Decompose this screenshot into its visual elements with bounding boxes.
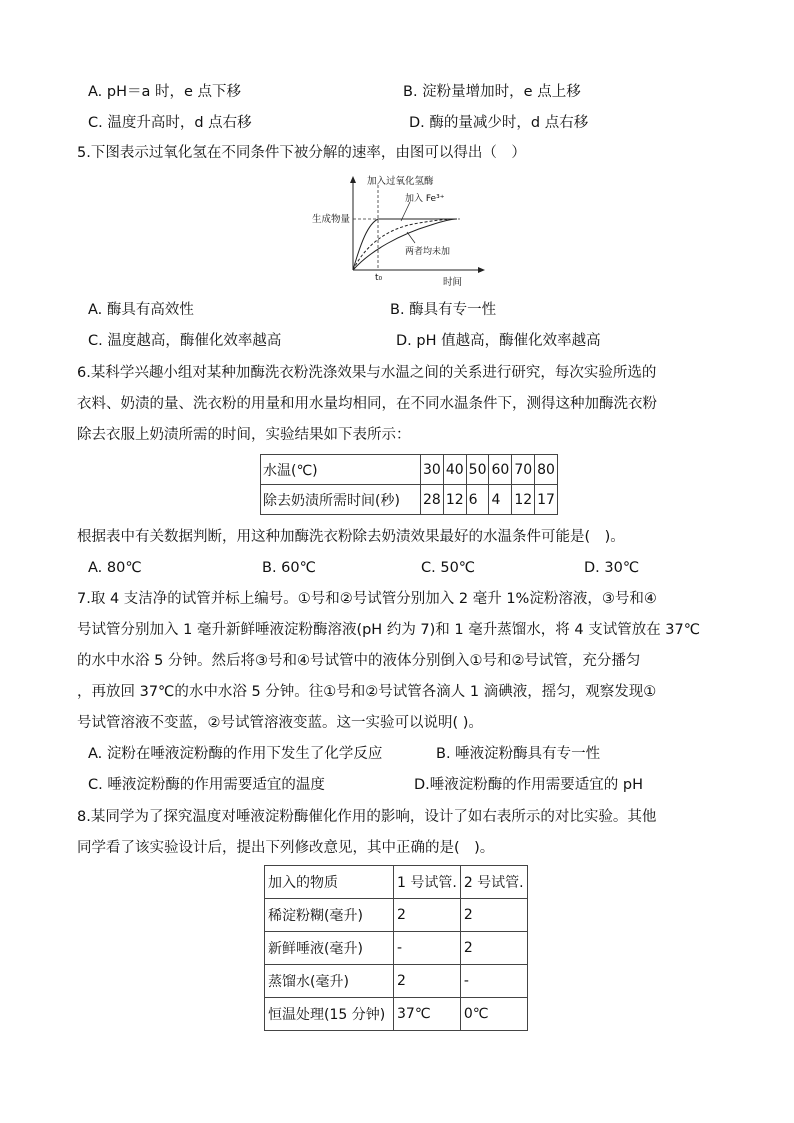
table-cell: 70 — [512, 455, 535, 485]
figure-xlabel: 时间 — [443, 277, 463, 288]
table-cell: - — [460, 965, 527, 998]
q8-experiment-table — [264, 865, 528, 1031]
q4-option-c: C. 温度升高时，d 点右移 — [88, 115, 252, 131]
q4-option-a: A. pH＝a 时，e 点下移 — [88, 84, 242, 100]
q7-option-a: A. 淀粉在唾液淀粉酶的作用下发生了化学反应 — [88, 746, 383, 762]
q7-option-b: B. 唾液淀粉酶具有专一性 — [436, 746, 601, 762]
table-row — [265, 899, 528, 932]
table-cell: 12 — [512, 485, 535, 515]
table-cell: 28 — [421, 485, 444, 515]
table-cell: 蒸馏水(毫升) — [265, 965, 394, 998]
table-cell: - — [394, 932, 461, 965]
figure-ylabel: 生成物量 — [312, 214, 351, 225]
q8-stem-line-2: 同学看了该实验设计后，提出下列修改意见，其中正确的是( )。 — [77, 840, 495, 856]
table-cell: 新鲜唾液(毫升) — [265, 932, 394, 965]
q7-stem-line-1: 7.取 4 支洁净的试管并标上编号。①号和②号试管分别加入 2 毫升 1%淀粉溶液，③号和④ — [77, 591, 657, 607]
q4-option-b: B. 淀粉量增加时，e 点上移 — [403, 84, 581, 100]
q6-stem-line-2: 衣料、奶渍的量、洗衣粉的用量和用水量均相同，在不同水温条件下，测得这种加酶洗衣粉 — [77, 396, 657, 412]
q5-figure — [305, 172, 495, 290]
table-cell: 2 — [394, 965, 461, 998]
q6-data-table — [260, 454, 558, 515]
q7-option-d: D.唾液淀粉酶的作用需要适宜的 pH — [414, 777, 643, 793]
table-cell: 2 — [460, 932, 527, 965]
table-cell: 4 — [489, 485, 512, 515]
table-cell: 除去奶渍所需时间(秒) — [261, 485, 421, 515]
table-row — [265, 965, 528, 998]
q5-stem: 5.下图表示过氧化氢在不同条件下被分解的速率，由图可以得出（ ） — [77, 145, 526, 161]
table-row — [261, 455, 558, 485]
figure-t0: t₀ — [375, 273, 383, 283]
table-row — [265, 932, 528, 965]
table-cell: 12 — [443, 485, 466, 515]
table-cell: 0℃ — [460, 998, 527, 1031]
q7-stem-line-2: 号试管分别加入 1 毫升新鲜唾液淀粉酶溶液(pH 约为 7)和 1 毫升蒸馏水，将 4 支试管放在 37℃ — [77, 622, 701, 638]
table-cell: 2 — [460, 899, 527, 932]
q4-option-d: D. 酶的量减少时，d 点右移 — [409, 115, 589, 131]
q6-stem-line-1: 6.某科学兴趣小组对某种加酶洗衣粉洗涤效果与水温之间的关系进行研究，每次实验所选的 — [77, 365, 657, 381]
table-cell: 水温(℃) — [261, 455, 421, 485]
table-cell: 稀淀粉糊(毫升) — [265, 899, 394, 932]
q6-option-b: B. 60℃ — [262, 560, 316, 576]
figure-label-enzyme: 加入过氧化氢酶 — [367, 176, 434, 187]
q5-option-b: B. 酶具有专一性 — [390, 302, 497, 318]
table-header-cell: 加入的物质 — [265, 866, 394, 899]
table-cell: 80 — [535, 455, 558, 485]
q7-option-c: C. 唾液淀粉酶的作用需要适宜的温度 — [88, 777, 325, 793]
table-row — [261, 485, 558, 515]
figure-label-none: 两者均未加 — [405, 247, 451, 257]
q5-option-c: C. 温度越高，酶催化效率越高 — [88, 333, 282, 349]
table-cell: 6 — [466, 485, 489, 515]
table-cell: 37℃ — [394, 998, 461, 1031]
table-cell: 2 — [394, 899, 461, 932]
q6-option-a: A. 80℃ — [88, 560, 142, 576]
q7-stem-line-3: 的水中水浴 5 分钟。然后将③号和④号试管中的液体分别倒入①号和②号试管，充分播匀 — [77, 653, 641, 669]
q6-question: 根据表中有关数据判断，用这种加酶洗衣粉除去奶渍效果最好的水温条件可能是( )。 — [77, 529, 625, 545]
table-cell: 40 — [443, 455, 466, 485]
q6-option-c: C. 50℃ — [421, 560, 476, 576]
table-header-cell: 1 号试管. — [394, 866, 461, 899]
table-header-cell: 2 号试管. — [460, 866, 527, 899]
q8-stem-line-1: 8.某同学为了探究温度对唾液淀粉酶催化作用的影响，设计了如右表所示的对比实验。其他 — [77, 809, 657, 825]
table-row — [265, 998, 528, 1031]
table-cell: 30 — [421, 455, 444, 485]
table-cell: 50 — [466, 455, 489, 485]
q5-option-a: A. 酶具有高效性 — [88, 302, 194, 318]
table-cell: 17 — [535, 485, 558, 515]
q6-option-d: D. 30℃ — [584, 560, 640, 576]
table-row — [265, 866, 528, 899]
q6-stem-line-3: 除去衣服上奶渍所需的时间，实验结果如下表所示： — [77, 427, 411, 443]
q7-stem-line-5: 号试管溶液不变蓝，②号试管溶液变蓝。这一实验可以说明( )。 — [77, 715, 483, 731]
figure-label-fe: 加入 Fe³⁺ — [405, 194, 445, 204]
q5-option-d: D. pH 值越高，酶催化效率越高 — [396, 333, 601, 349]
table-cell: 恒温处理(15 分钟) — [265, 998, 394, 1031]
table-cell: 60 — [489, 455, 512, 485]
q7-stem-line-4: ，再放回 37℃的水中水浴 5 分钟。往①号和②号试管各滴人 1 滴碘液，摇匀，观察发现① — [77, 684, 657, 700]
